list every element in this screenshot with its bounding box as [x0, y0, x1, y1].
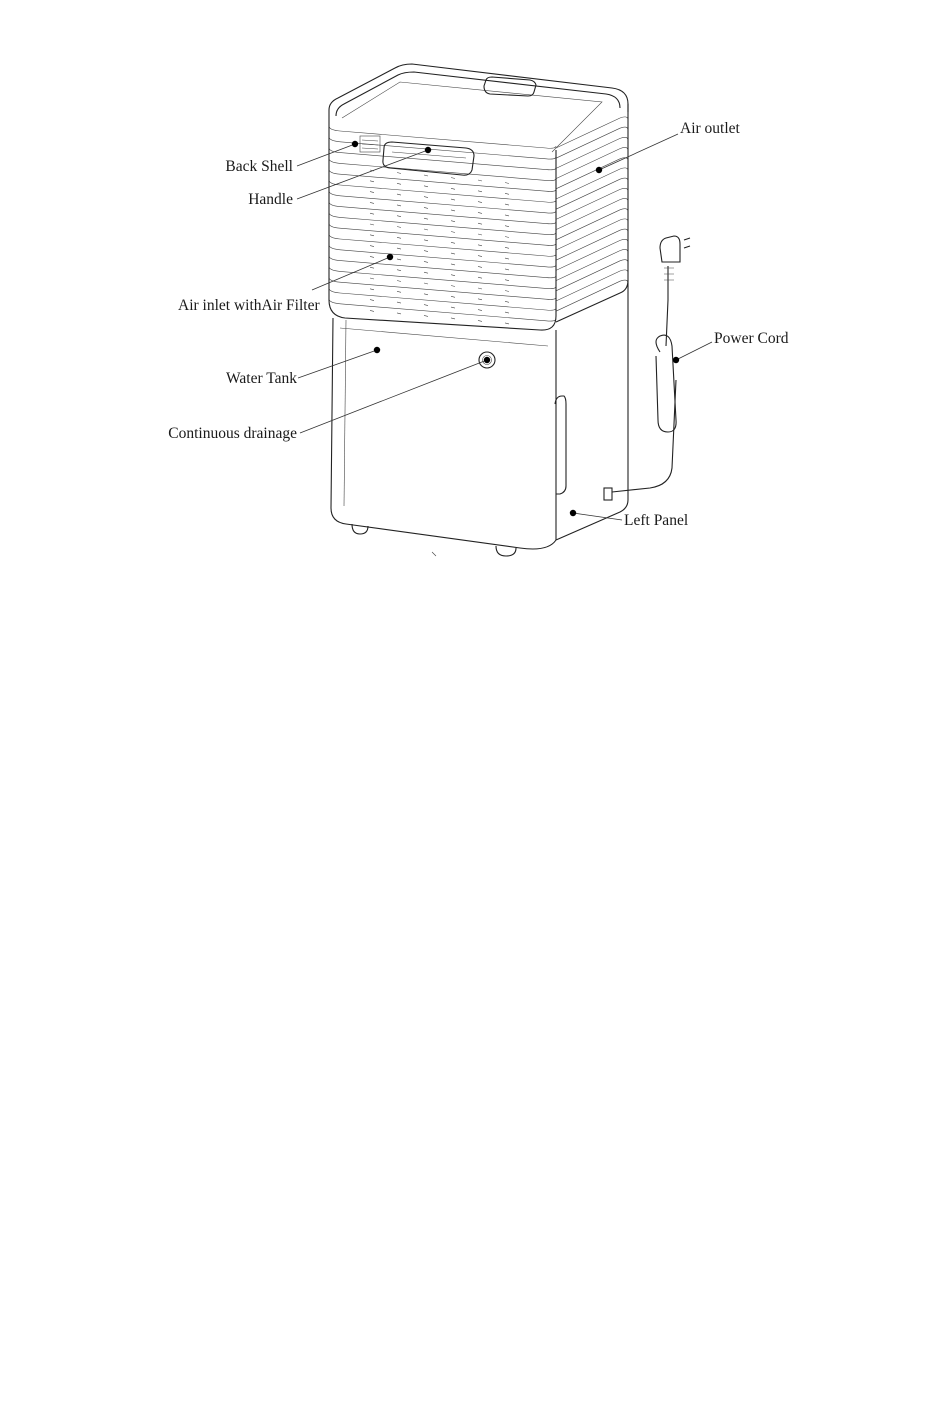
- filter-mark: [424, 175, 428, 176]
- filter-mark: [424, 251, 428, 252]
- grille-rib: [329, 202, 556, 224]
- filter-mark: [478, 245, 482, 246]
- filter-mark: [478, 288, 482, 289]
- filter-mark: [451, 221, 455, 222]
- grille-rib: [329, 158, 556, 180]
- filter-mark: [451, 242, 455, 243]
- filter-mark: [505, 204, 509, 205]
- filter-mark: [397, 216, 401, 217]
- filter-mark: [478, 223, 482, 224]
- filter-mark: [478, 277, 482, 278]
- filter-mark: [370, 192, 374, 193]
- filter-mark: [424, 305, 428, 306]
- filter-mark: [397, 313, 401, 314]
- filter-mark: [397, 237, 401, 238]
- filter-mark: [370, 246, 374, 247]
- grille-rib: [329, 148, 556, 170]
- filter-mark: [370, 300, 374, 301]
- callout-continuous-drainage: [300, 360, 487, 433]
- filter-mark: [478, 299, 482, 300]
- dot-power-cord: [673, 357, 679, 363]
- filter-mark: [478, 212, 482, 213]
- filter-mark: [505, 280, 509, 281]
- filter-mark: [397, 205, 401, 206]
- filter-mark: [424, 240, 428, 241]
- filter-mark: [478, 202, 482, 203]
- grille-rib: [329, 266, 556, 288]
- filter-mark: [370, 224, 374, 225]
- callout-lines: [297, 134, 712, 520]
- filter-mark: [451, 275, 455, 276]
- filter-mark: [505, 301, 509, 302]
- filter-mark: [397, 248, 401, 249]
- callout-labels: [168, 120, 788, 529]
- label-power-cord: Power Cord: [714, 330, 789, 347]
- filter-mark: [424, 207, 428, 208]
- filter-mark: [424, 186, 428, 187]
- filter-mark: [505, 247, 509, 248]
- filter-mark: [451, 286, 455, 287]
- filter-mark: [370, 256, 374, 257]
- grille-rib: [329, 288, 556, 310]
- filter-mark: [424, 315, 428, 316]
- filter-mark: [397, 259, 401, 260]
- filter-mark: [451, 188, 455, 189]
- filter-mark: [397, 270, 401, 271]
- filter-mark: [478, 191, 482, 192]
- dehumidifier-illustration: [329, 64, 690, 556]
- filter-mark: [397, 227, 401, 228]
- grille-rib: [329, 212, 556, 234]
- label-back-shell: Back Shell: [225, 158, 293, 175]
- filter-mark: [370, 289, 374, 290]
- callout-back-shell: [297, 144, 355, 166]
- grille-rib: [329, 180, 556, 202]
- filter-mark: [451, 232, 455, 233]
- label-air-inlet: Air inlet withAir Filter: [178, 297, 320, 314]
- filter-mark: [451, 199, 455, 200]
- dot-left-panel: [570, 510, 576, 516]
- filter-mark: [451, 264, 455, 265]
- dot-water-tank: [374, 347, 380, 353]
- filter-mark: [370, 278, 374, 279]
- filter-mark: [397, 281, 401, 282]
- label-continuous-drainage: Continuous drainage: [168, 425, 297, 442]
- filter-mark: [370, 213, 374, 214]
- filter-mark: [397, 194, 401, 195]
- filter-mark: [424, 261, 428, 262]
- filter-mark: [451, 210, 455, 211]
- filter-mark: [478, 320, 482, 321]
- dot-air-outlet: [596, 167, 602, 173]
- filter-mark: [478, 310, 482, 311]
- power-cord: [612, 236, 690, 492]
- label-left-panel: Left Panel: [624, 512, 689, 529]
- filter-mark: [505, 312, 509, 313]
- grille-rib: [329, 277, 556, 299]
- dot-back-shell: [352, 141, 358, 147]
- filter-mark: [451, 307, 455, 308]
- grille-rib: [329, 245, 556, 267]
- filter-mark: [505, 226, 509, 227]
- callout-air-inlet: [312, 257, 390, 290]
- filter-mark: [478, 256, 482, 257]
- grille-rib: [329, 256, 556, 278]
- filter-mark: [505, 269, 509, 270]
- air-outlet-grille: [556, 117, 628, 311]
- filter-mark: [505, 193, 509, 194]
- filter-mark: [505, 215, 509, 216]
- dot-continuous-drainage: [484, 357, 490, 363]
- filter-mark: [424, 283, 428, 284]
- label-water-tank: Water Tank: [226, 370, 297, 387]
- filter-mark: [478, 180, 482, 181]
- grille-rib: [329, 234, 556, 256]
- filter-mark: [370, 235, 374, 236]
- filter-mark: [424, 197, 428, 198]
- filter-mark: [397, 291, 401, 292]
- label-air-outlet: Air outlet: [680, 120, 740, 137]
- grille-rib: [329, 299, 556, 321]
- dot-handle: [425, 147, 431, 153]
- filter-mark: [397, 173, 401, 174]
- callout-water-tank: [298, 350, 377, 378]
- filter-mark: [424, 294, 428, 295]
- filter-mark: [478, 234, 482, 235]
- filter-mark: [370, 181, 374, 182]
- filter-mark: [424, 218, 428, 219]
- filter-mark: [505, 237, 509, 238]
- dot-air-inlet: [387, 254, 393, 260]
- grille-rib: [329, 223, 556, 245]
- filter-mark: [505, 323, 509, 324]
- filter-mark: [397, 183, 401, 184]
- callout-air-outlet: [599, 134, 678, 170]
- filter-mark: [451, 318, 455, 319]
- filter-mark: [424, 229, 428, 230]
- filter-mark: [451, 296, 455, 297]
- air-inlet-grille: [329, 126, 556, 324]
- filter-mark: [451, 253, 455, 254]
- filter-mark: [478, 266, 482, 267]
- label-handle: Handle: [248, 191, 293, 208]
- callout-handle: [297, 150, 428, 199]
- side-rib: [556, 117, 628, 148]
- filter-mark: [370, 202, 374, 203]
- grille-rib: [329, 126, 556, 148]
- filter-mark: [505, 291, 509, 292]
- filter-mark: [370, 310, 374, 311]
- filter-mark: [424, 272, 428, 273]
- filter-mark: [397, 302, 401, 303]
- filter-mark: [451, 178, 455, 179]
- filter-mark: [505, 258, 509, 259]
- callout-power-cord: [676, 342, 712, 360]
- top-lid: [329, 64, 628, 152]
- grille-rib: [329, 191, 556, 213]
- filter-mark: [370, 267, 374, 268]
- grille-rib: [329, 169, 556, 191]
- filter-mark: [505, 183, 509, 184]
